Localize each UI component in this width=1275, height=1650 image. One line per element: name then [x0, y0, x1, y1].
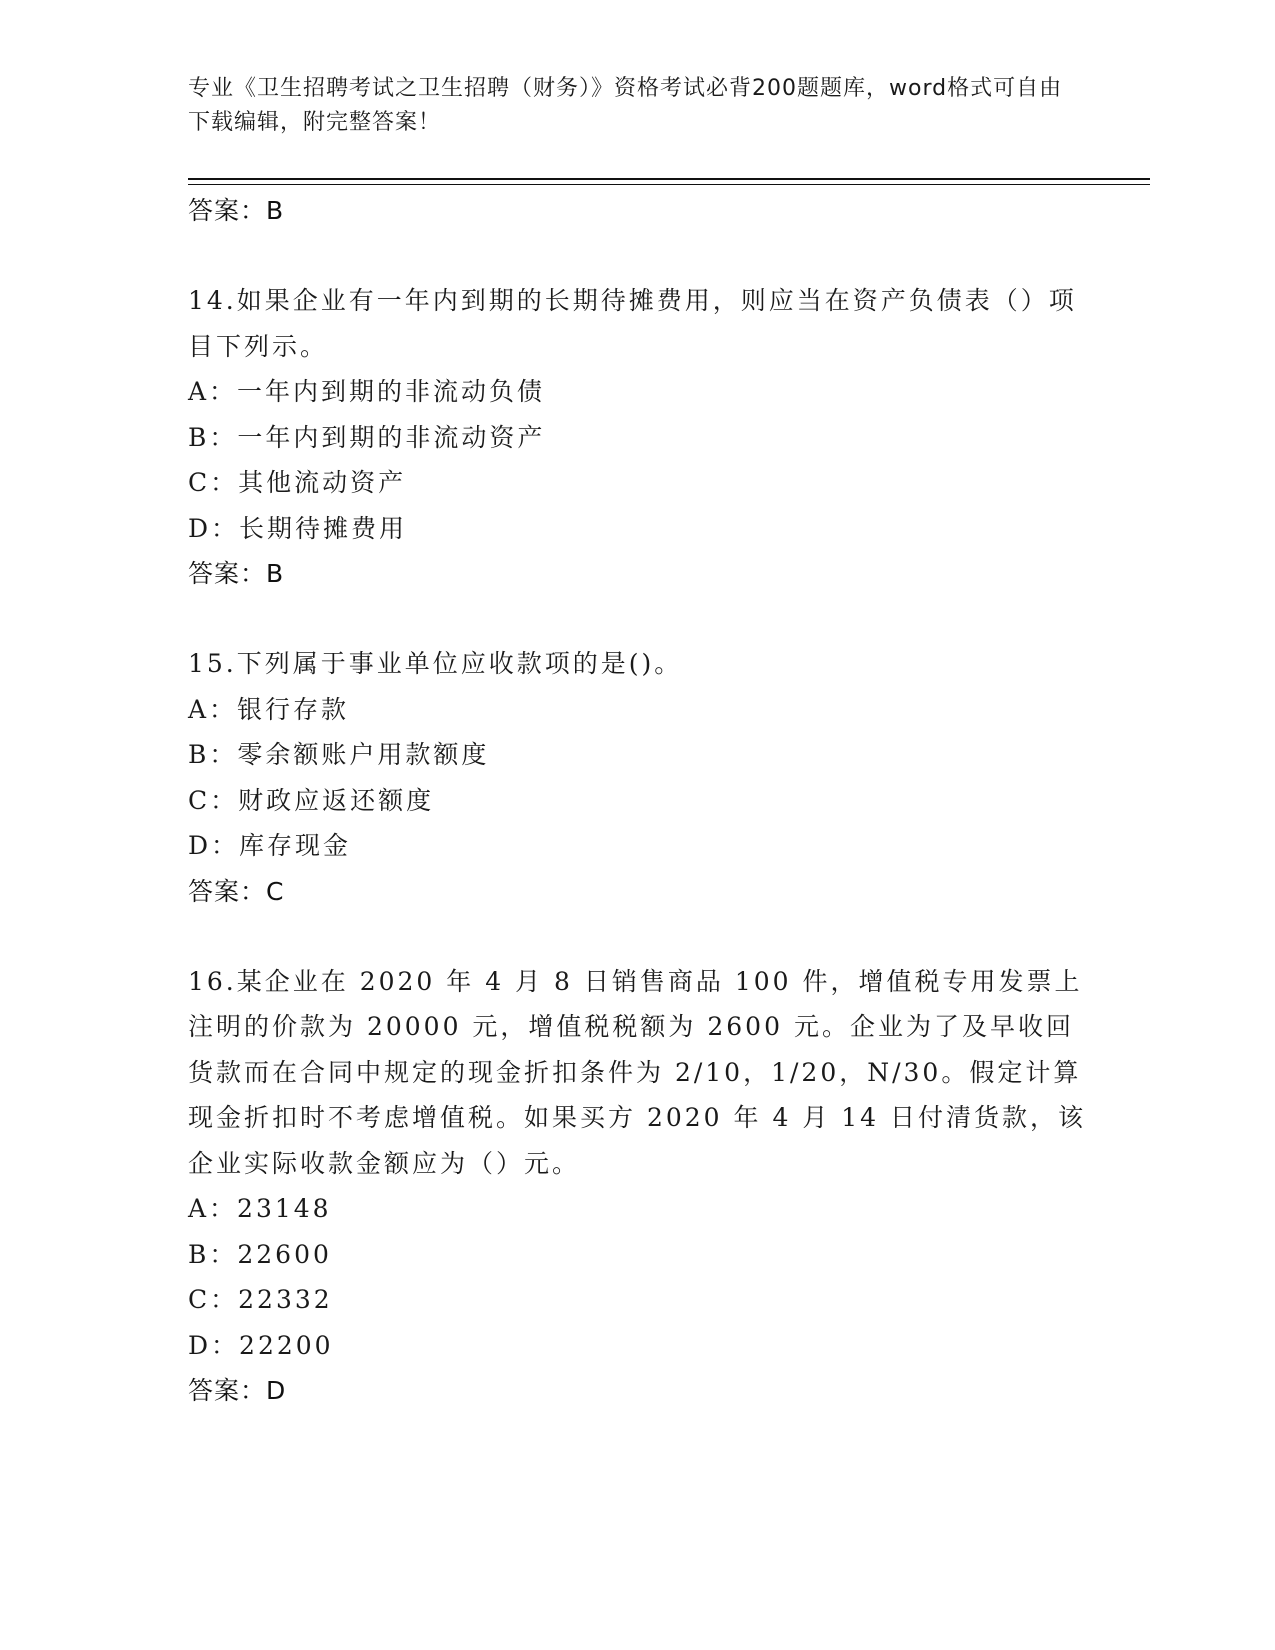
option-d: D：长期待摊费用 [188, 513, 408, 543]
option-c: C：22332 [188, 1285, 333, 1314]
spacer [188, 596, 1088, 641]
option-d: D：库存现金 [188, 831, 352, 860]
question-list [188, 188, 1088, 1413]
answer-line: 答案：B [188, 559, 285, 588]
question-block-15 [188, 641, 1088, 914]
question-stem: 16.某企业在 2020 年 4 月 8 日销售商品 100 件，增值税专用发票上注明的价款为 20000 元，增值税税额为 2600 元。企业为了及早收回货款而在合同中规定的现金折扣条件为 2/10，1/20，N/30。假定计算现金折扣时不考虑增值税。如果买方 2020 年 4 月 14 日付清货款，该企业实际收款金额应为（）元。 [188, 966, 1087, 1178]
header-rule-thick [188, 178, 1150, 180]
option-d: D：22200 [188, 1330, 334, 1360]
question-stem: 15.下列属于事业单位应收款项的是()。 [188, 649, 683, 678]
spacer [188, 914, 1088, 959]
answer-line: 答案：C [188, 876, 285, 906]
option-b: B：零余额账户用款额度 [188, 740, 490, 769]
question-block-14 [188, 278, 1088, 596]
question-stem: 14.如果企业有一年内到期的长期待摊费用，则应当在资产负债表（）项目下列示。 [188, 286, 1077, 361]
option-a: A：23148 [188, 1194, 332, 1223]
option-a: A：银行存款 [188, 694, 350, 724]
spacer [188, 233, 1088, 278]
option-a: A：一年内到期的非流动负债 [188, 377, 546, 406]
option-c: C：其他流动资产 [188, 468, 407, 497]
page-header [188, 72, 1068, 140]
answer-line: 答案：B [188, 196, 285, 225]
option-c: C：财政应返还额度 [188, 785, 435, 815]
header-text: 专业《卫生招聘考试之卫生招聘（财务）》资格考试必背200题题库，word格式可自由下载编辑，附完整答案！ [188, 76, 1063, 135]
header-rule-thin [188, 184, 1150, 185]
option-b: B：一年内到期的非流动资产 [188, 422, 546, 452]
option-b: B：22600 [188, 1239, 332, 1269]
question-block-16 [188, 959, 1088, 1414]
answer-line: 答案：D [188, 1376, 287, 1405]
